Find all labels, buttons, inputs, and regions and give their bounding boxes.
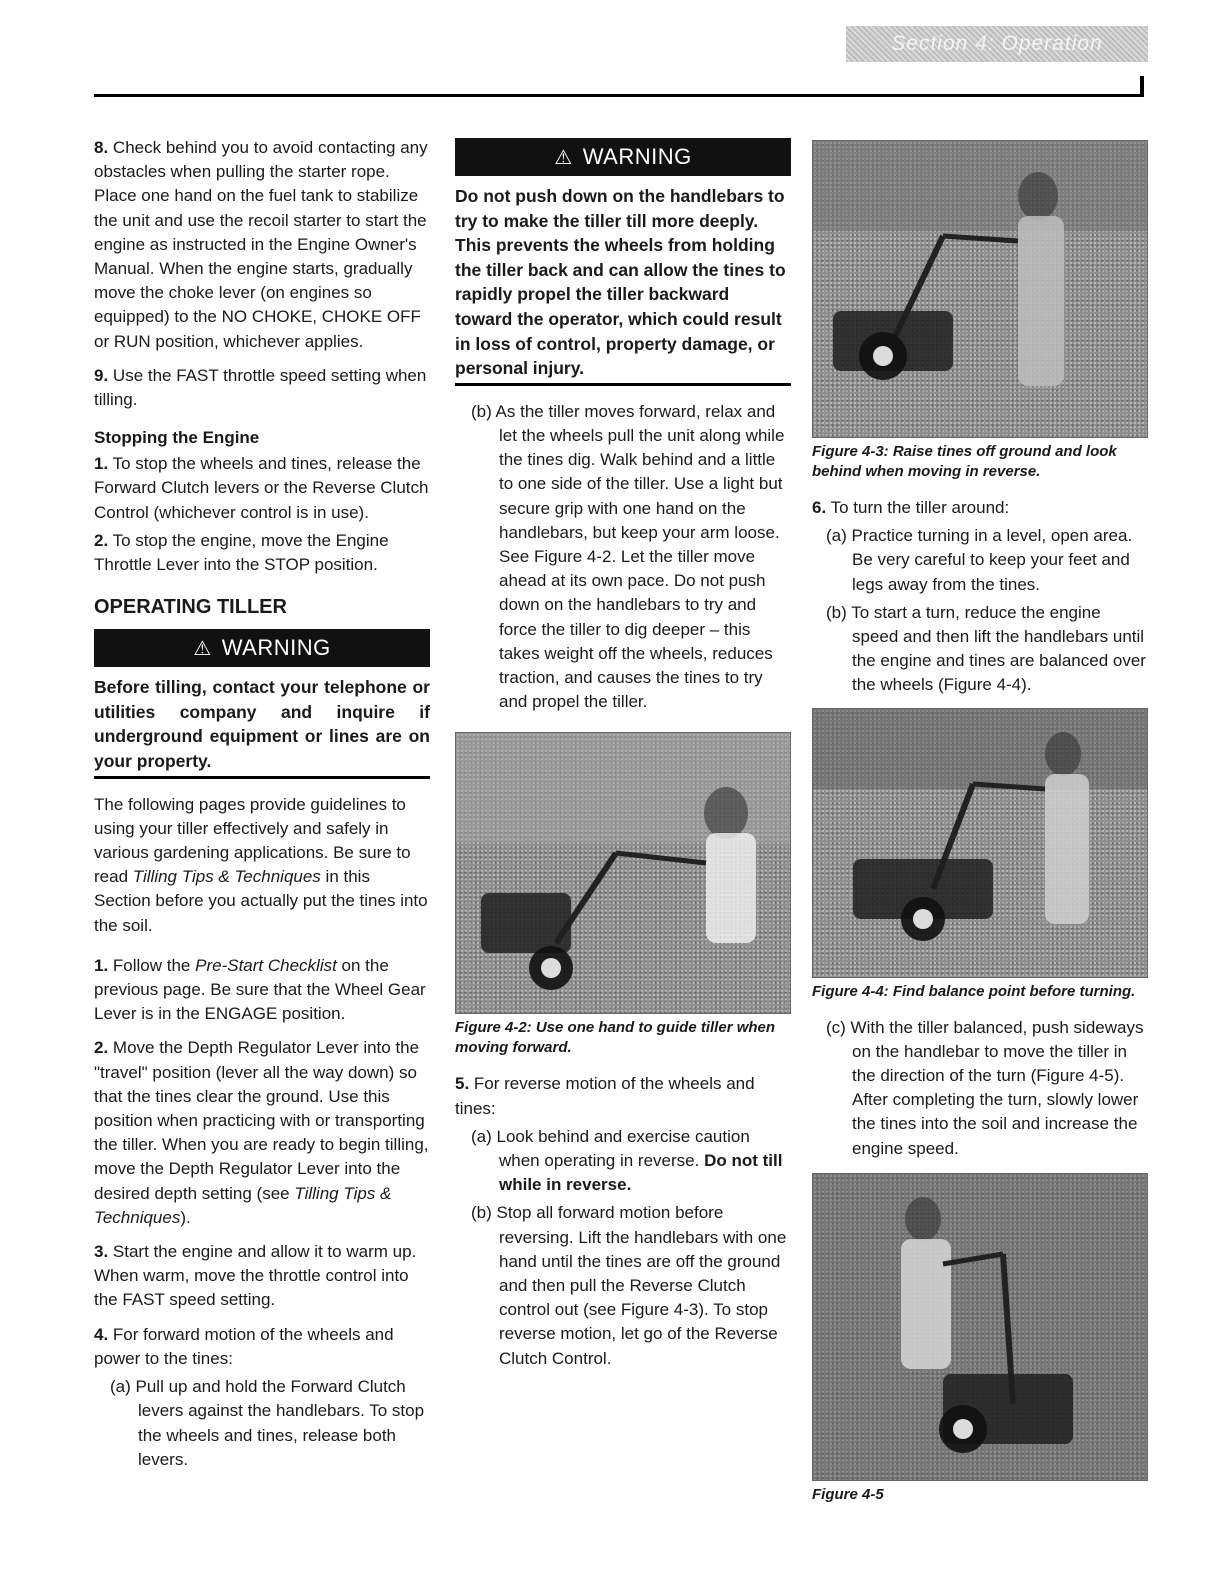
figure-4-3-caption: Figure 4-3: Raise tines off ground and look behind when moving in reverse. <box>812 443 1117 480</box>
op-step-4b: (b) As the tiller moves forward, relax and let the wheels pull the unit along while the tines dig. Walk behind and a little to one side of the tiller. Use a light but secure grip with one hand on the handlebars, but keep your arm loose. See Figure 4-2. Let the tiller move ahead at its own pace. Do not push down on the handlebars to try and force the tiller to dig deeper – this takes weight off the wheels, reduces traction, and causes the tines to try and propel the tiller. <box>471 401 785 712</box>
column-middle <box>455 136 791 1381</box>
op-step-4: 4. For forward motion of the wheels and power to the tines: <box>94 1324 394 1368</box>
figure-4-2-photo <box>455 732 791 1014</box>
column-left <box>94 136 430 1482</box>
warning-text: Before tilling, contact your telephone or utilities company and inquire if underground equipment or lines are on your property. <box>94 677 430 772</box>
warning-triangle-icon: ⚠ <box>554 146 573 169</box>
column-right <box>812 136 1148 1519</box>
op-step-1: 1. Follow the Pre-Start Checklist on the previous page. Be sure that the Wheel Gear Lever is in the ENGAGE position. <box>94 955 426 1024</box>
figure-4-4-caption: Figure 4-4: Find balance point before turning. <box>812 982 1136 1000</box>
warning-banner: ⚠ WARNING <box>94 629 430 667</box>
op-step-4a: (a) Pull up and hold the Forward Clutch levers against the handlebars. To stop the wheels and tines, release both levers. <box>110 1377 425 1469</box>
figure-4-5-photo <box>812 1173 1148 1481</box>
op-step-2: 2. Move the Depth Regulator Lever into the "travel" position (lever all the way down) so that the tines clear the ground. Use this position when practicing with or transporting the tiller. When you are ready to begin tilling, move the Depth Regulator Lever into the desired depth setting (see Tilling Tips & Techniques). <box>94 1038 429 1227</box>
warning-banner-2: ⚠ WARNING <box>455 138 791 176</box>
op-step-6a: (a) Practice turning in a level, open area. Be very careful to keep your feet and legs away from the tines. <box>826 526 1133 594</box>
stop-step-2: 2. To stop the engine, move the Engine Throttle Lever into the STOP position. <box>94 530 389 575</box>
op-step-5b: (b) Stop all forward motion before reversing. Lift the handlebars with one hand until the tines are off the ground and then pull the Reverse Clutch control out (see Figure 4-3). To stop reverse motion, let go of the Reverse Clutch Control. <box>471 1203 787 1368</box>
header-rule <box>94 94 1144 97</box>
figure-4-4-photo <box>812 708 1148 978</box>
section-tab: Section 4: Operation <box>846 26 1148 62</box>
stop-step-1: 1. To stop the wheels and tines, release the Forward Clutch levers or the Reverse Clutch Control (whichever control is in use). <box>94 454 429 522</box>
warning-divider <box>94 776 430 779</box>
op-step-6b: (b) To start a turn, reduce the engine speed and then lift the handlebars until the engine and tines are balanced over the wheels (Figure 4-4). <box>826 602 1146 695</box>
figure-4-5-caption: Figure 4-5 <box>812 1485 884 1503</box>
warning-divider-2 <box>455 383 791 386</box>
stopping-engine-heading: Stopping the Engine <box>94 428 260 448</box>
warning-triangle-icon: ⚠ <box>193 637 212 660</box>
operating-tiller-heading: OPERATING TILLER <box>94 596 287 619</box>
step-9: 9. Use the FAST throttle speed setting when tilling. <box>94 365 427 410</box>
op-step-5a: (a) Look behind and exercise caution when operating in reverse. Do not till while in reverse. <box>471 1126 783 1195</box>
warning-text-2: Do not push down on the handlebars to try to make the tiller till more deeply. This prevents the wheels from holding the tiller back and can allow the tines to rapidly propel the tiller backward toward the operator, which could result in loss of control, property damage, or personal injury. <box>455 186 786 379</box>
op-step-6c: (c) With the tiller balanced, push sideways on the handlebar to move the tiller in the direction of the turn (Figure 4-5). After completing the turn, slowly lower the tines into the soil and increase the engine speed. <box>826 1017 1144 1158</box>
intro-paragraph: The following pages provide guidelines to using your tiller effectively and safely in various gardening applications. Be sure to read Tilling Tips & Techniques in this Section before you actually put the tines into the soil. <box>94 794 428 935</box>
step-8: 8. Check behind you to avoid contacting any obstacles when pulling the starter rope. Place one hand on the fuel tank to stabilize the unit and use the recoil starter to start the engine as instructed in the Engine Owner's Manual. When the engine starts, gradually move the choke lever (on engines so equipped) to the NO CHOKE, CHOKE OFF or RUN position, whichever applies. <box>94 138 428 351</box>
op-step-3: 3. Start the engine and allow it to warm up. When warm, move the throttle control into the FAST speed setting. <box>94 1242 417 1310</box>
figure-4-3-photo <box>812 140 1148 438</box>
op-step-6: 6. To turn the tiller around: <box>812 498 1010 517</box>
figure-4-2-caption: Figure 4-2: Use one hand to guide tiller when moving forward. <box>455 1019 776 1057</box>
op-step-5: 5. For reverse motion of the wheels and tines: <box>455 1074 755 1118</box>
